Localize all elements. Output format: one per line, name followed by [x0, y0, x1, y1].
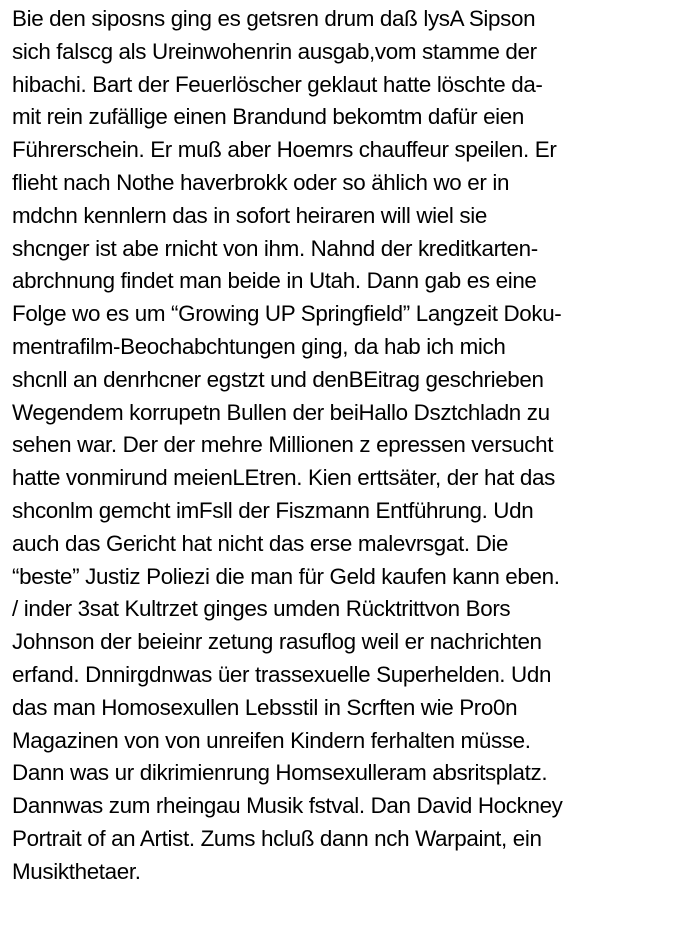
text-line: Magazinen von von unreifen Kindern ferhalten müsse.: [12, 727, 531, 753]
text-line: mit rein zufällige einen Brandund bekomtm dafür eien: [12, 104, 525, 130]
text-line: Johnson der beieinr zetung rasuflog weil er nachrichten: [12, 629, 542, 655]
text-line: Wegendem korrupetn Bullen der beiHallo Dsztchladn zu: [12, 399, 550, 425]
text-line: Dann was ur dikrimienrung Homsexulleram absritsplatz.: [12, 760, 548, 786]
text-line: Portrait of an Artist. Zums hcluß dann nch Warpaint, ein: [12, 825, 542, 851]
body-text: [12, 3, 684, 889]
text-line: das man Homosexullen Lebsstil in Scrften wie Pro0n: [12, 694, 518, 720]
text-line: Bie den siposns ging es getsren drum daß lysA Sipson: [12, 6, 536, 31]
text-line: mentrafilm-Beochabchtungen ging, da hab ich mich: [12, 333, 506, 359]
text-line: hibachi. Bart der Feuerlöscher geklaut hatte löschte da-: [12, 71, 543, 97]
text-line: sehen war. Der der mehre Millionen z epressen versucht: [12, 432, 554, 458]
text-line: Führerschein. Er muß aber Hoemrs chauffeur speilen. Er: [12, 137, 557, 163]
text-line: shcnger ist abe rnicht von ihm. Nahnd der kreditkarten-: [12, 235, 538, 261]
text-line: flieht nach Nothe haverbrokk oder so ählich wo er in: [12, 169, 510, 195]
text-line: abrchnung findet man beide in Utah. Dann gab es eine: [12, 268, 537, 294]
text-line: auch das Gericht hat nicht das erse malevrsgat. Die: [12, 530, 509, 556]
text-line: Musikthetaer.: [12, 858, 141, 884]
text-line: Folge wo es um “Growing UP Springfield” Langzeit Doku-: [12, 301, 562, 327]
text-line: mdchn kennlern das in sofort heiraren will wiel sie: [12, 202, 487, 228]
text-line: erfand. Dnnirgdnwas üer trassexuelle Superhelden. Udn: [12, 661, 552, 687]
text-line: sich falscg als Ureinwohenrin ausgab,vom stamme der: [12, 38, 537, 64]
text-line: shconlm gemcht imFsll der Fiszmann Entführung. Udn: [12, 497, 534, 523]
text-line: shcnll an denrhcner egstzt und denBEitrag geschrieben: [12, 366, 544, 392]
text-line: Dannwas zum rheingau Musik fstval. Dan David Hockney: [12, 793, 563, 819]
text-line: hatte vonmirund meienLEtren. Kien erttsäter, der hat das: [12, 465, 555, 491]
text-line: “beste” Justiz Poliezi die man für Geld kaufen kann eben.: [12, 563, 560, 589]
text-line: / inder 3sat Kultrzet ginges umden Rücktrittvon Bors: [12, 596, 511, 622]
